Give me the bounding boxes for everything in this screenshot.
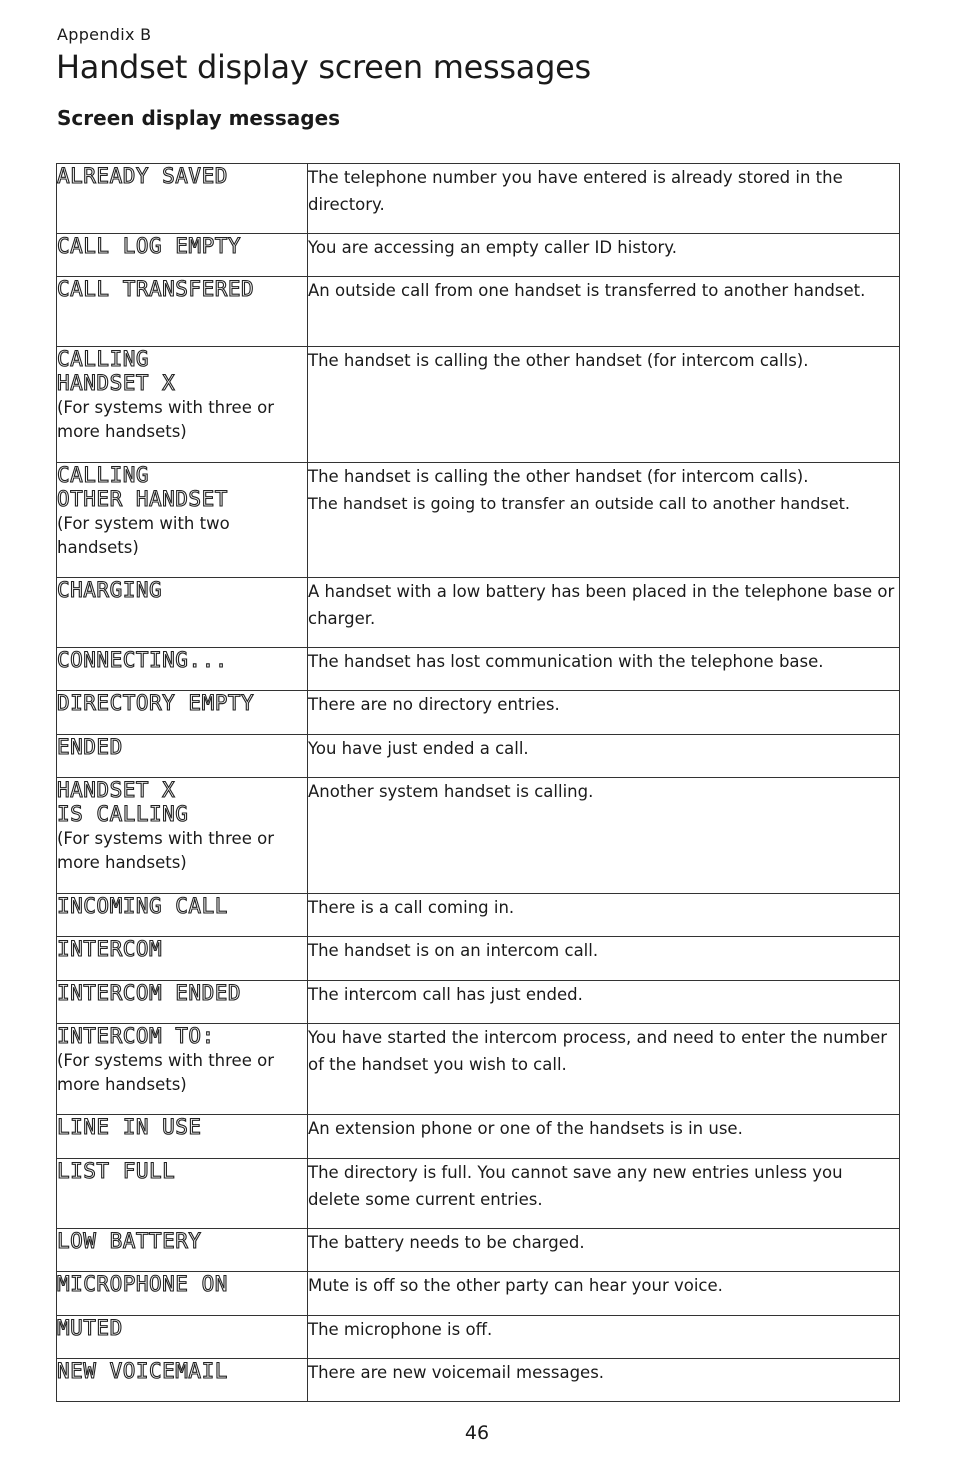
- message-description: An outside call from one handset is transferred to another handset.: [308, 281, 866, 300]
- page-title: Handset display screen messages: [56, 48, 591, 86]
- lcd-message-text: INTERCOM: [57, 937, 163, 961]
- table-row: [57, 463, 900, 578]
- message-description-cell: [308, 234, 900, 277]
- message-description-cell: [308, 894, 900, 937]
- lcd-message-text: HANDSET X: [57, 778, 176, 802]
- message-description: The handset is calling the other handset (for intercom calls).: [308, 467, 809, 486]
- message-description-cell: [308, 1229, 900, 1272]
- display-message-cell: [57, 1359, 308, 1402]
- message-description: There is a call coming in.: [308, 898, 515, 917]
- display-message-cell: [57, 778, 308, 894]
- message-description: You are accessing an empty caller ID history.: [308, 238, 677, 257]
- message-description: You have just ended a call.: [308, 739, 529, 758]
- table-row: [57, 894, 900, 937]
- message-description-cell: [308, 347, 900, 463]
- message-description-cell: [308, 463, 900, 578]
- table-row: [57, 578, 900, 648]
- system-note: (For systems with three or more handsets): [57, 398, 274, 441]
- lcd-message-text: CONNECTING...: [57, 648, 228, 672]
- lcd-message-text: CALL LOG EMPTY: [57, 234, 242, 258]
- message-description-cell: [308, 1272, 900, 1316]
- message-description-cell: [308, 778, 900, 894]
- message-description-cell: [308, 1024, 900, 1115]
- lcd-message-text: INTERCOM ENDED: [57, 981, 242, 1005]
- message-description: A handset with a low battery has been placed in the telephone base or charger.: [308, 582, 895, 628]
- lcd-message-text: OTHER HANDSET: [57, 487, 228, 511]
- table-row: [57, 981, 900, 1024]
- message-description: There are no directory entries.: [308, 695, 560, 714]
- table-row: [57, 735, 900, 778]
- display-message-cell: [57, 648, 308, 691]
- display-message-cell: [57, 347, 308, 463]
- lcd-message-text: MICROPHONE ON: [57, 1272, 228, 1296]
- message-description: There are new voicemail messages.: [308, 1363, 605, 1382]
- display-message-cell: [57, 1115, 308, 1159]
- message-description: The handset is on an intercom call.: [308, 941, 599, 960]
- lcd-message-text: MUTED: [57, 1316, 123, 1340]
- table-row: [57, 1159, 900, 1229]
- display-message-cell: [57, 1316, 308, 1359]
- table-row: [57, 1024, 900, 1115]
- message-description: You have started the intercom process, and need to enter the number of the handset you wish to call.: [308, 1028, 888, 1074]
- message-description-cell: [308, 648, 900, 691]
- message-description-cell: [308, 1115, 900, 1159]
- lcd-message-text: CALLING: [57, 463, 150, 487]
- table-row: [57, 691, 900, 735]
- lcd-message-text: INCOMING CALL: [57, 894, 228, 918]
- lcd-message-text: HANDSET X: [57, 371, 176, 395]
- display-message-cell: [57, 691, 308, 735]
- system-note: (For system with two handsets): [57, 514, 230, 557]
- message-description-cell: [308, 691, 900, 735]
- display-message-cell: [57, 1159, 308, 1229]
- display-message-cell: [57, 1229, 308, 1272]
- lcd-message-text: CALLING: [57, 347, 150, 371]
- message-description: The handset has lost communication with the telephone base.: [308, 652, 824, 671]
- message-description: An extension phone or one of the handsets is in use.: [308, 1119, 743, 1138]
- display-message-cell: [57, 463, 308, 578]
- lcd-message-text: CHARGING: [57, 578, 163, 602]
- display-message-cell: [57, 981, 308, 1024]
- table-row: [57, 937, 900, 981]
- table-row: [57, 1359, 900, 1402]
- lcd-message-text: IS CALLING: [57, 802, 189, 826]
- display-message-cell: [57, 1024, 308, 1115]
- message-description: The handset is calling the other handset (for intercom calls).: [308, 351, 809, 370]
- lcd-message-text: INTERCOM TO:: [57, 1024, 215, 1048]
- display-message-cell: [57, 735, 308, 778]
- message-description: The battery needs to be charged.: [308, 1233, 585, 1252]
- lcd-message-text: LIST FULL: [57, 1159, 176, 1183]
- message-description-cell: [308, 937, 900, 981]
- messages-table: [56, 163, 900, 1402]
- appendix-label: Appendix B: [57, 25, 152, 44]
- section-title: Screen display messages: [57, 106, 341, 130]
- table-row: [57, 1115, 900, 1159]
- table-row: [57, 347, 900, 463]
- message-description-cell: [308, 1359, 900, 1402]
- message-description-cell: [308, 981, 900, 1024]
- system-note: (For systems with three or more handsets): [57, 1051, 274, 1094]
- lcd-message-text: NEW VOICEMAIL: [57, 1359, 228, 1383]
- message-description-cell: [308, 735, 900, 778]
- display-message-cell: [57, 164, 308, 234]
- lcd-message-text: ALREADY SAVED: [57, 164, 228, 188]
- message-description: The directory is full. You cannot save any new entries unless you delete some current entries.: [308, 1163, 843, 1209]
- display-message-cell: [57, 1272, 308, 1316]
- display-message-cell: [57, 277, 308, 347]
- message-description: Another system handset is calling.: [308, 782, 594, 801]
- message-description: The telephone number you have entered is already stored in the directory.: [308, 168, 843, 214]
- message-description: The handset is going to transfer an outside call to another handset.: [308, 494, 850, 513]
- message-description-cell: [308, 164, 900, 234]
- message-description: The microphone is off.: [308, 1320, 493, 1339]
- lcd-message-text: LOW BATTERY: [57, 1229, 202, 1253]
- message-description-cell: [308, 277, 900, 347]
- table-row: [57, 234, 900, 277]
- lcd-message-text: ENDED: [57, 735, 123, 759]
- lcd-message-text: DIRECTORY EMPTY: [57, 691, 255, 715]
- table-row: [57, 277, 900, 347]
- table-row: [57, 1272, 900, 1316]
- table-row: [57, 648, 900, 691]
- page-number: 46: [464, 1422, 490, 1444]
- display-message-cell: [57, 234, 308, 277]
- table-row: [57, 1229, 900, 1272]
- lcd-message-text: LINE IN USE: [57, 1115, 202, 1139]
- display-message-cell: [57, 578, 308, 648]
- table-row: [57, 164, 900, 234]
- display-message-cell: [57, 937, 308, 981]
- lcd-message-text: CALL TRANSFERED: [57, 277, 255, 301]
- system-note: (For systems with three or more handsets): [57, 829, 274, 872]
- display-message-cell: [57, 894, 308, 937]
- table-row: [57, 1316, 900, 1359]
- message-description: The intercom call has just ended.: [308, 985, 583, 1004]
- message-description-cell: [308, 1159, 900, 1229]
- message-description-cell: [308, 1316, 900, 1359]
- message-description: Mute is off so the other party can hear your voice.: [308, 1276, 723, 1295]
- table-row: [57, 778, 900, 894]
- message-description-cell: [308, 578, 900, 648]
